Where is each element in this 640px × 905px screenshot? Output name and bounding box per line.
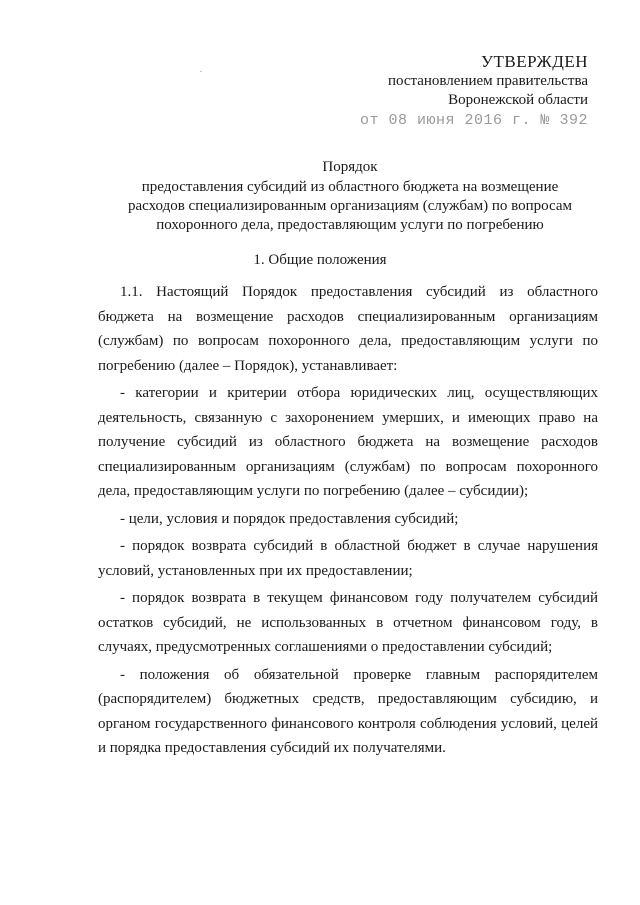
approval-line-2: Воронежской области: [448, 92, 588, 108]
paragraph-categories: - категории и критерии отбора юридических лиц, осуществляющих деятельность, связанную с захоронением умерших, и имеющих право на получение субсидий из областного бюджета на возмещение расходов специализированным организациям (службам) по вопросам похоронного дела, предоставляющим услуги по погребению (далее – субсидии);: [98, 385, 598, 499]
approval-line-1: постановлением правительства: [387, 73, 588, 89]
document-title: [100, 158, 600, 235]
title-line-3: похоронного дела, предоставляющим услуги по погребению: [156, 217, 544, 233]
title-line-2: расходов специализированным организациям (службам) по вопросам: [127, 198, 573, 214]
paragraph-remainders: - порядок возврата в текущем финансовом году получателем субсидий остатков субсидий, не использованных в отчетном финансовом году, в случаях, предусмотренных соглашениями о предоставлении субсидий;: [98, 590, 598, 655]
paragraph-return: - порядок возврата субсидий в областной бюджет в случае нарушения условий, установленных при их предоставлении;: [98, 538, 598, 579]
approved-label: УТВЕРЖДЕН: [481, 52, 588, 71]
decree-stamp: от 08 июня 2016 г. № 392: [359, 112, 588, 129]
paragraph-goals: - цели, условия и порядок предоставления субсидий;: [120, 510, 459, 527]
body-text: [98, 280, 598, 764]
scan-speck: [200, 71, 202, 72]
approval-block: [360, 52, 588, 130]
section-title: 1. Общие положения: [253, 252, 387, 268]
paragraph-inspection: - положения об обязательной проверке главным распорядителем (распорядителем) бюджетных средств, предоставляющим субсидию, и органом государственного финансового контроля соблюдения условий, целей и порядка предоставления субсидий их получателями.: [98, 666, 598, 756]
title-line-1: предоставления субсидий из областного бюджета на возмещение: [141, 179, 559, 195]
paragraph-1-1: 1.1. Настоящий Порядок предоставления субсидий из областного бюджета на возмещение расходов специализированным организациям (службам) по вопросам похоронного дела, предоставляющим услуги по погребению (далее – Порядок), устанавливает:: [98, 284, 598, 374]
title-main: Порядок: [322, 159, 378, 175]
